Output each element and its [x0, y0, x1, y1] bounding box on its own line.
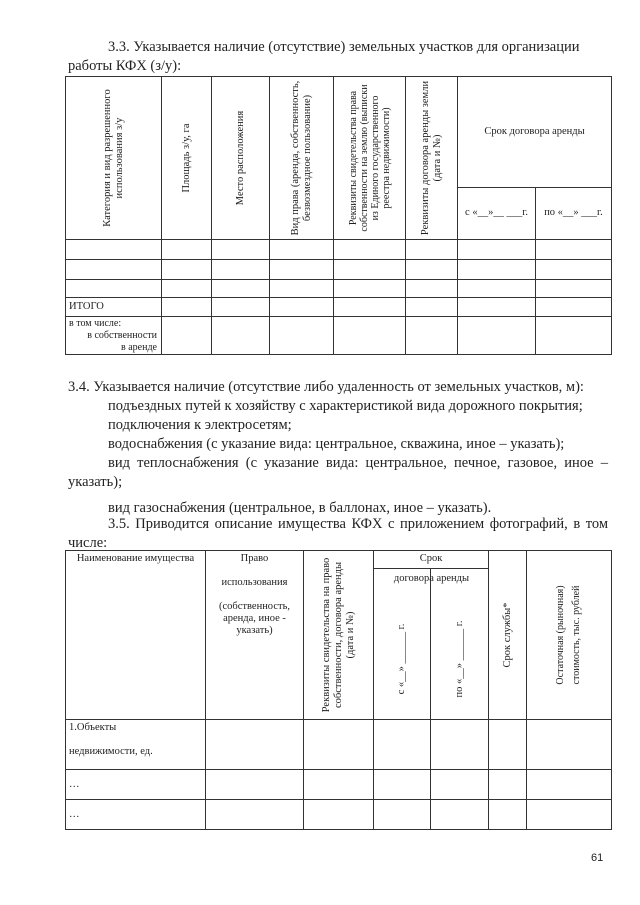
page-number: 61 [591, 852, 604, 864]
property-table [65, 550, 612, 830]
header-right: Право использования (собственность, аренда, иное - указать) [206, 551, 304, 720]
section-3-4-item2: подключения к электросетям; [108, 417, 292, 433]
total-row [66, 298, 612, 317]
section-3-4-item1: подъездных путей к хозяйству с характеристикой вида дорожного покрытия; [108, 398, 583, 414]
ellipsis-cell: … [66, 770, 206, 800]
including-label: в том числе: в собственности в аренде [66, 317, 162, 355]
section-3-4-item5: вид газоснабжения (центральное, в баллонах, иное – указать). [108, 500, 492, 516]
table-row [66, 720, 612, 770]
section-3-5-text: 3.5. Приводится описание имущества КФХ с приложением фотографий, в том числе: [68, 516, 608, 551]
header-property-certificate: Реквизиты свидетельства на право собственности, договора аренды (дата и №) [304, 551, 374, 720]
table-row [66, 280, 612, 298]
total-label: ИТОГО [66, 298, 162, 317]
section-3-3-text [68, 38, 608, 76]
header-category: Категория и вид разрешенного использования з/у [66, 77, 162, 240]
header-residual: Остаточная (рыночная) стоимость, тыс. рублей [527, 551, 612, 720]
header-name: Наименование имущества [66, 551, 206, 720]
table-row [66, 770, 612, 800]
ellipsis-cell: … [66, 800, 206, 830]
section-3-3-line1: 3.3. Указывается наличие (отсутствие) земельных участков для организации [108, 39, 580, 55]
header-lease-from: с «__»__ ___г. [458, 187, 536, 239]
section-3-4-item3: водоснабжения (с указание вида: центральное, скважина, иное – указать); [108, 436, 565, 452]
header-term: Срок [374, 551, 489, 569]
header-lease-to: по «__» ___г. [536, 187, 612, 239]
table-row [66, 260, 612, 280]
header-right-type: Вид права (аренда, собственность, безвозмездное пользование) [270, 77, 334, 240]
land-plots-table [65, 76, 612, 355]
objects-label: 1.Объекты недвижимости, ед. [66, 720, 206, 770]
section-3-4 [68, 378, 608, 518]
header-service-life: Срок службы* [489, 551, 527, 720]
header-lease-term: Срок договора аренды [458, 77, 612, 188]
including-row [66, 317, 612, 355]
header-certificate: Реквизиты свидетельства права собственности на землю (выписки из Единого государственного реестра недвижимости) [334, 77, 406, 240]
section-3-3-line2: работы КФХ (з/у): [68, 58, 182, 74]
section-3-4-title: 3.4. Указывается наличие (отсутствие либо удаленность от земельных участков, м): [68, 379, 584, 395]
header-area: Площадь з/у, га [162, 77, 212, 240]
header-term-to: по «__» ______ г. [431, 569, 489, 720]
header-term-from: договора аренды с «__» ______ г. [374, 569, 431, 720]
table-row [66, 240, 612, 260]
section-3-4-item4: вид теплоснабжения (с указание вида: центральное, печное, газовое, иное – указать); [68, 455, 608, 490]
table-row [66, 800, 612, 830]
header-lease-contract: Реквизиты договора аренды земли (дата и №) [406, 77, 458, 240]
header-location: Место расположения [212, 77, 270, 240]
